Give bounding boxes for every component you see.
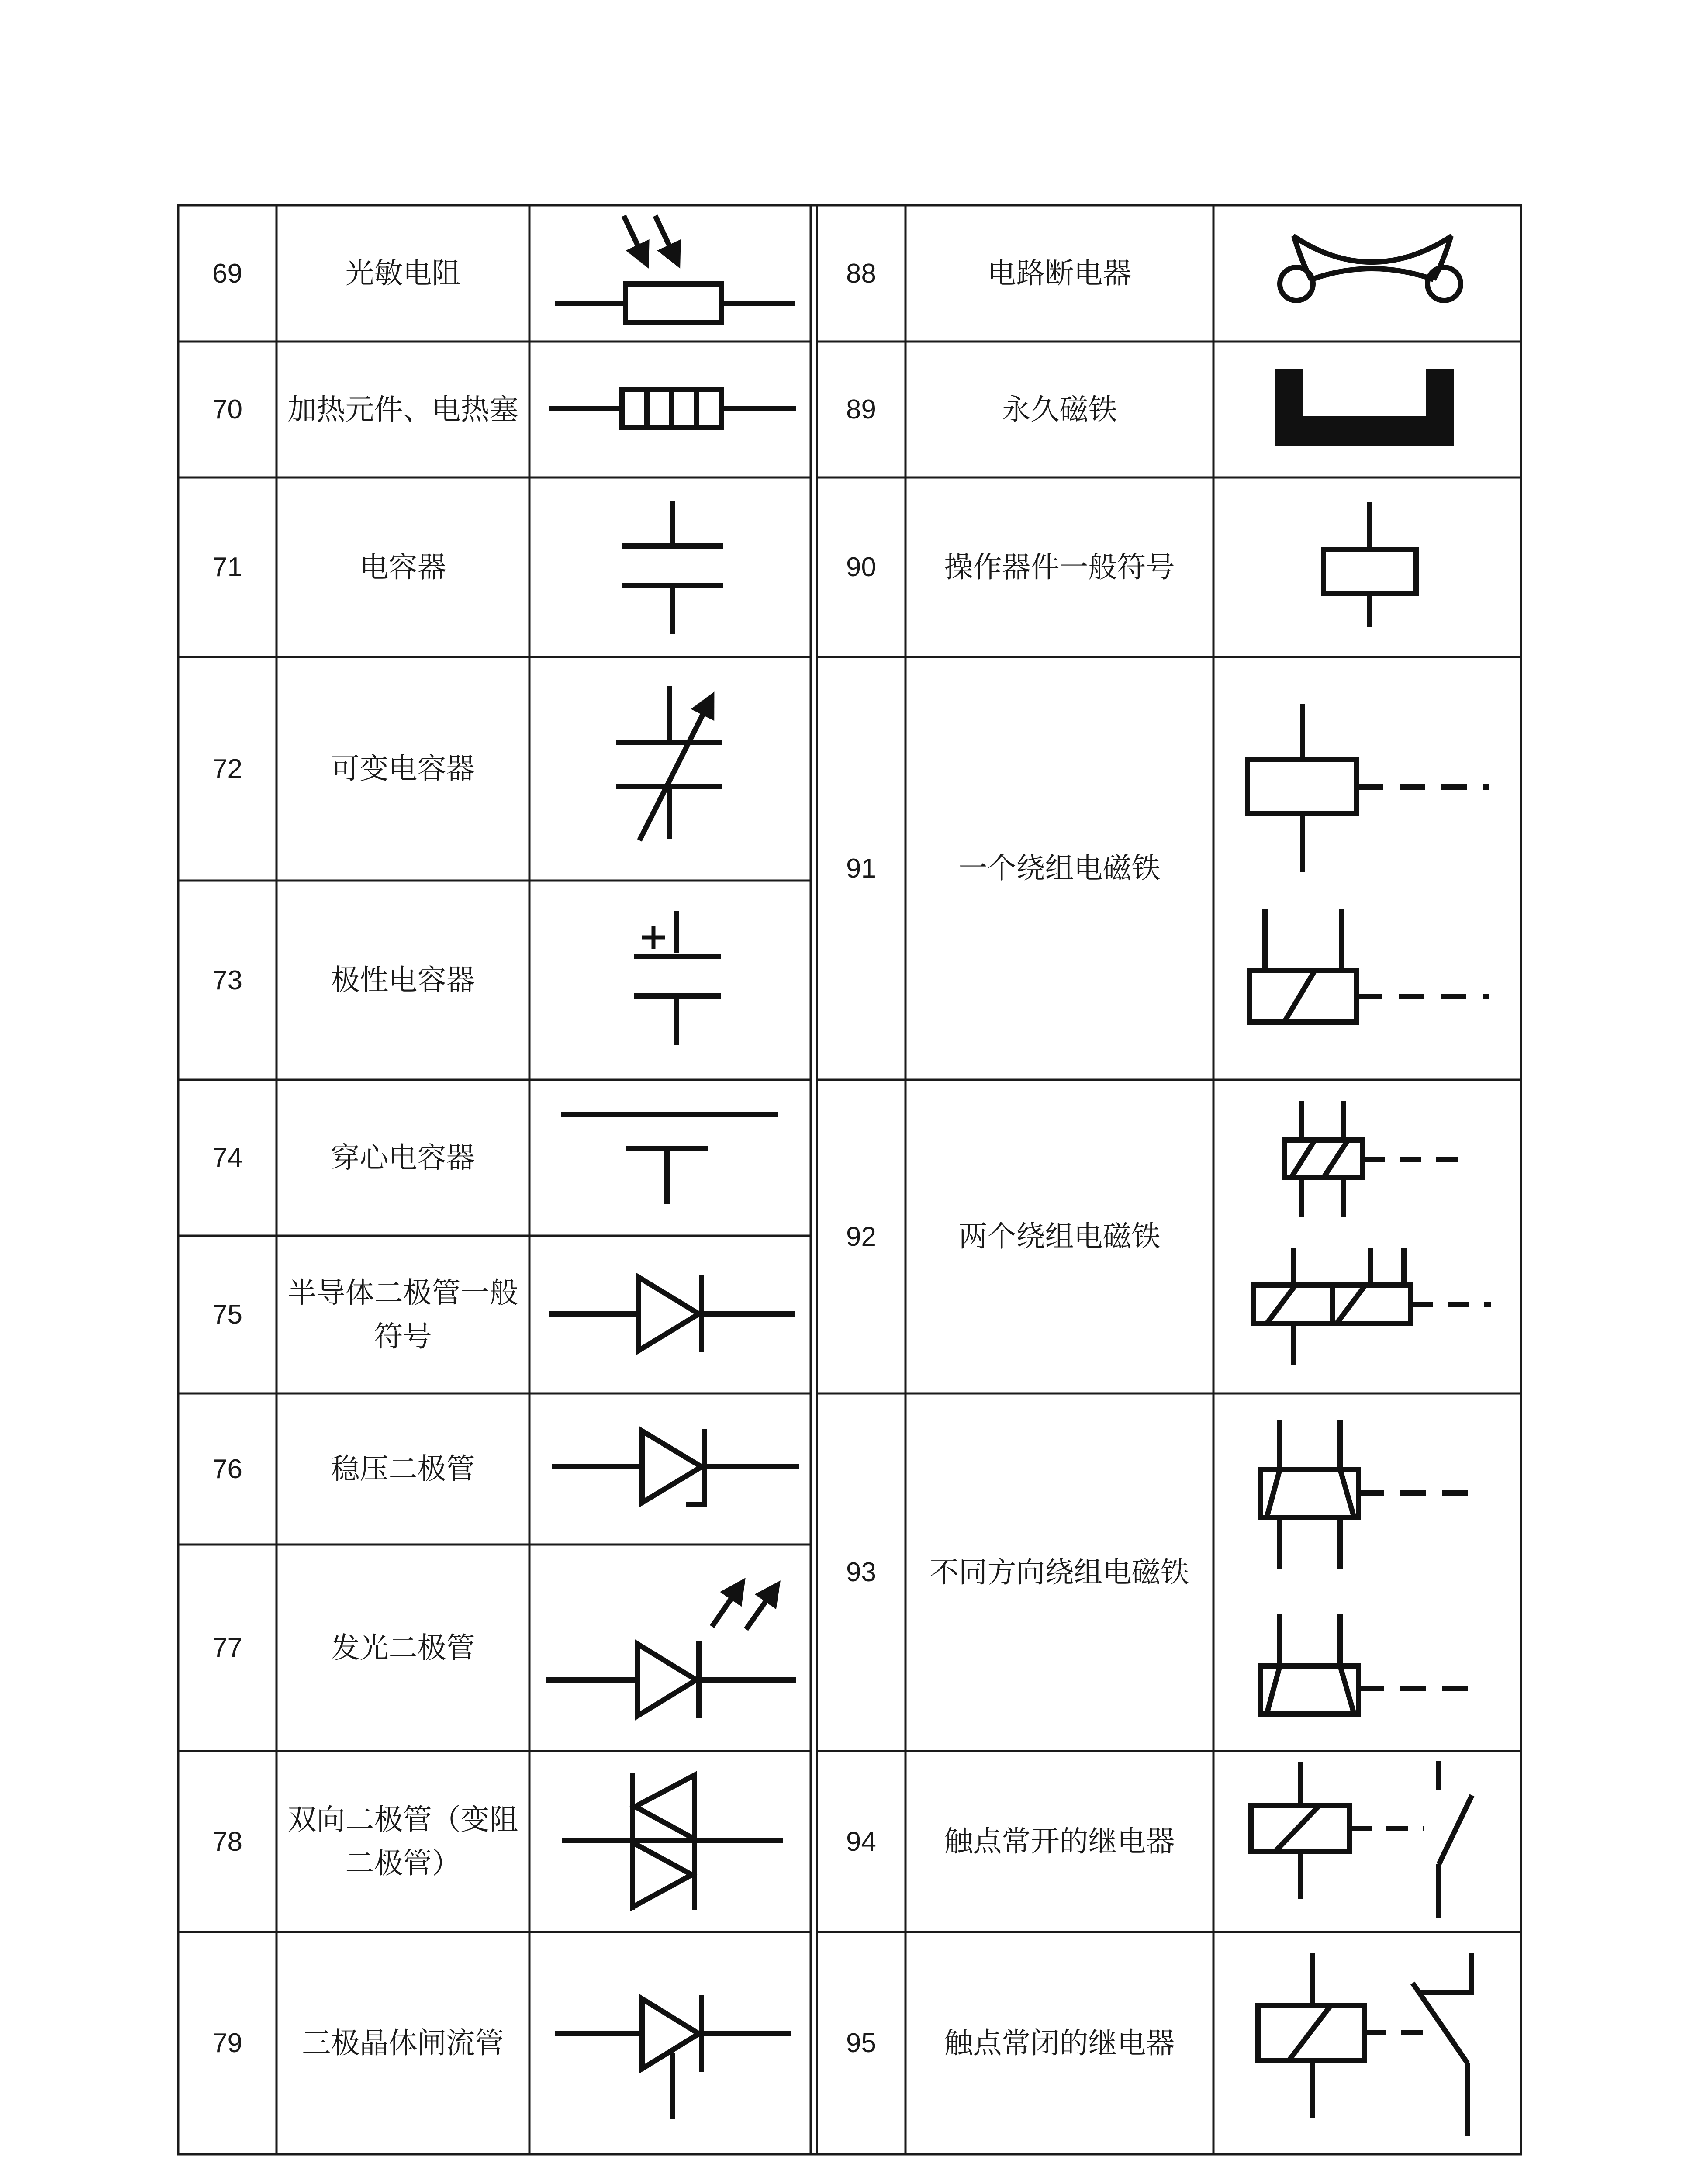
thyristor-icon: [555, 1995, 791, 2119]
symbol-name: 发光二极管: [331, 1631, 475, 1665]
diode-icon: [549, 1275, 795, 1352]
polarized-capacitor-icon: [634, 911, 721, 1045]
led-icon: [546, 1582, 796, 1718]
permanent-magnet-icon: [1275, 369, 1454, 446]
row-number: 74: [212, 1143, 242, 1173]
row-number: 71: [212, 552, 242, 582]
row-number: 76: [212, 1454, 242, 1484]
row-number: 78: [212, 1826, 242, 1857]
row-number: 90: [846, 552, 876, 582]
row-number: 92: [846, 1221, 876, 1252]
row-number: 93: [846, 1557, 876, 1587]
row-number: 73: [212, 965, 242, 995]
row-number: 70: [212, 394, 242, 425]
symbol-name: 稳压二极管: [331, 1452, 475, 1486]
symbol-name: 加热元件、电热塞: [287, 392, 518, 426]
row-number: 95: [846, 2028, 876, 2058]
variable-capacitor-icon: [616, 686, 722, 840]
bidirectional-diode-icon: [562, 1773, 783, 1910]
row-number: 77: [212, 1633, 242, 1663]
symbol-name: 操作器件一般符号: [944, 550, 1175, 584]
row-number: 91: [846, 853, 876, 884]
symbol-name: 可变电容器: [331, 752, 475, 785]
feedthrough-capacitor-icon: [561, 1115, 778, 1204]
symbol-name: 不同方向绕组电磁铁: [930, 1555, 1189, 1589]
row-number: 72: [212, 753, 242, 784]
symbol-name: 三极晶体闸流管: [302, 2026, 504, 2060]
symbol-name: 电路断电器: [987, 256, 1132, 290]
double-winding-electromagnet-icon: [1254, 1101, 1491, 1365]
row-number: 79: [212, 2028, 242, 2058]
symbol-name: 两个绕组电磁铁: [958, 1220, 1161, 1253]
operating-device-icon: [1324, 502, 1416, 627]
symbol-name: 半导体二极管一般符号: [287, 1275, 518, 1353]
relay-normally-open-icon: [1251, 1761, 1472, 1918]
symbol-name: 极性电容器: [331, 963, 475, 997]
zener-diode-icon: [552, 1429, 799, 1504]
row-number: 75: [212, 1299, 242, 1330]
relay-normally-closed-icon: [1258, 1953, 1471, 2136]
symbol-name: 光敏电阻: [345, 256, 461, 290]
symbol-name: 一个绕组电磁铁: [958, 851, 1161, 885]
photoresistor-icon: [555, 216, 795, 322]
single-winding-electromagnet-icon: [1248, 704, 1489, 1022]
opposite-winding-electromagnet-icon: [1261, 1420, 1481, 1714]
symbol-name: 双向二极管（变阻二极管）: [287, 1803, 518, 1880]
row-number: 69: [212, 258, 242, 289]
row-number: 89: [846, 394, 876, 425]
symbol-name: 电容器: [359, 550, 446, 584]
circuit-breaker-icon: [1280, 236, 1461, 301]
symbol-name: 永久磁铁: [1002, 392, 1117, 426]
heating-element-icon: [549, 390, 796, 427]
symbol-name: 穿心电容器: [331, 1140, 475, 1175]
row-number: 88: [846, 258, 876, 289]
symbol-name: 触点常闭的继电器: [944, 2026, 1175, 2060]
row-number: 94: [846, 1826, 876, 1857]
symbol-name: 触点常开的继电器: [944, 1825, 1175, 1858]
capacitor-icon: [622, 501, 723, 634]
